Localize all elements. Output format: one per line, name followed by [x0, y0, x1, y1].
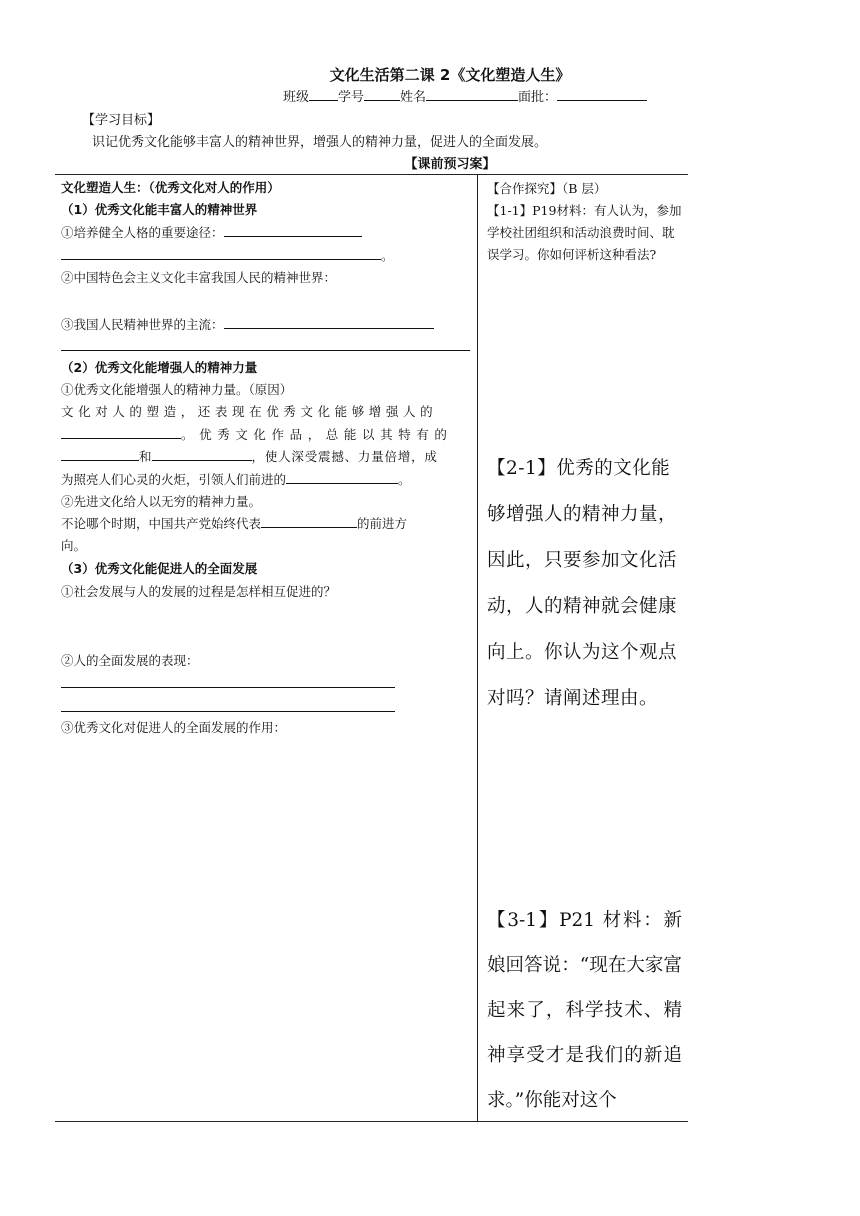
student-info-line [283, 86, 647, 105]
section2-paragraph1-line1: 文化对人的塑造，还表现在优秀文化能够增强人的 [61, 404, 438, 419]
section1-question3: ③我国人民精神世界的主流： [61, 315, 471, 335]
answer-line[interactable] [61, 687, 395, 688]
student-id-blank[interactable] [364, 88, 400, 101]
section1-question2: ②中国特色会主义文化丰富我国人民的精神世界： [61, 270, 337, 285]
question-3-1: 【3-1】P21 材料：新娘回答说：“现在大家富起来了，科学技术、精神享受才是我们的新追求。”你能对这个 [487, 910, 682, 1111]
answer-line[interactable] [61, 711, 395, 712]
intro-heading: 文化塑造人生：（优秀文化对人的作用） [61, 180, 280, 195]
section3-heading: （3）优秀文化能促进人的全面发展 [61, 561, 258, 576]
question-2-1: 【2-1】优秀的文化能够增强人的精神力量，因此，只要参加文化活动，人的精神就会健康向上。你认为这个观点对吗？请阐述理由。 [487, 458, 678, 709]
section2-paragraph2-line2: 向。 [61, 538, 87, 553]
section2-heading: （2）优秀文化能增强人的精神力量 [61, 360, 258, 375]
objectives-heading: 【学习目标】 [82, 113, 161, 128]
section3-question1: ①社会发展与人的发展的过程是怎样相互促进的？ [61, 584, 337, 599]
answer-blank[interactable] [286, 471, 398, 484]
answer-blank[interactable] [224, 224, 362, 237]
section3-question3: ③优秀文化对促进人的全面发展的作用： [61, 720, 287, 735]
section2-paragraph2-line1: 不论哪个时期，中国共产党始终代表 的前进方 [61, 516, 408, 531]
question-1-1: 【1-1】P19材料：有人认为，参加学校社团组织和活动浪费时间、耽误学习。你如何评析这种看法? [487, 203, 682, 262]
objectives-text: 识记优秀文化能够丰富人的精神世界，增强人的精神力量，促进人的全面发展。 [92, 135, 548, 150]
student-id-label: 学号 [338, 90, 365, 105]
answer-blank[interactable] [152, 448, 252, 461]
section2-paragraph1-line2: 。优秀文化作品，总能以其特有的 [61, 425, 471, 445]
review-label: 面批： [518, 90, 558, 105]
name-label: 姓名 [400, 90, 427, 105]
cooperation-heading: 【合作探究】（B 层） [487, 181, 607, 196]
section1-heading: （1）优秀文化能丰富人的精神世界 [61, 202, 258, 217]
answer-blank[interactable] [61, 426, 181, 439]
section2-question2: ②先进文化给人以无穷的精神力量。 [61, 494, 262, 509]
section1-question1-cont: 。 [61, 246, 471, 266]
page-title: 文化生活第二课 2《文化塑造人生》 [329, 66, 571, 84]
class-blank[interactable] [309, 88, 338, 101]
section2-question1: ①优秀文化能增强人的精神力量。（原因） [61, 382, 293, 397]
table-top-border [55, 174, 688, 175]
answer-blank[interactable] [261, 515, 357, 528]
answer-line[interactable] [61, 350, 470, 351]
name-blank[interactable] [426, 88, 518, 101]
answer-blank[interactable] [61, 448, 139, 461]
answer-blank[interactable] [61, 247, 381, 260]
column-divider [477, 174, 478, 1121]
answer-blank[interactable] [224, 316, 434, 329]
section-heading: 【课前预习案】 [404, 157, 496, 172]
section3-question2: ②人的全面发展的表现： [61, 653, 199, 668]
section1-question1: ①培养健全人格的重要途径： [61, 223, 471, 243]
section2-paragraph1-line4: 为照亮人们心灵的火炬，引领人们前进的 。 [61, 472, 411, 487]
section2-paragraph1-line3: 和 ，使人深受震撼、力量倍增，成 [61, 447, 471, 467]
class-label: 班级 [283, 90, 310, 105]
review-blank[interactable] [557, 88, 647, 101]
